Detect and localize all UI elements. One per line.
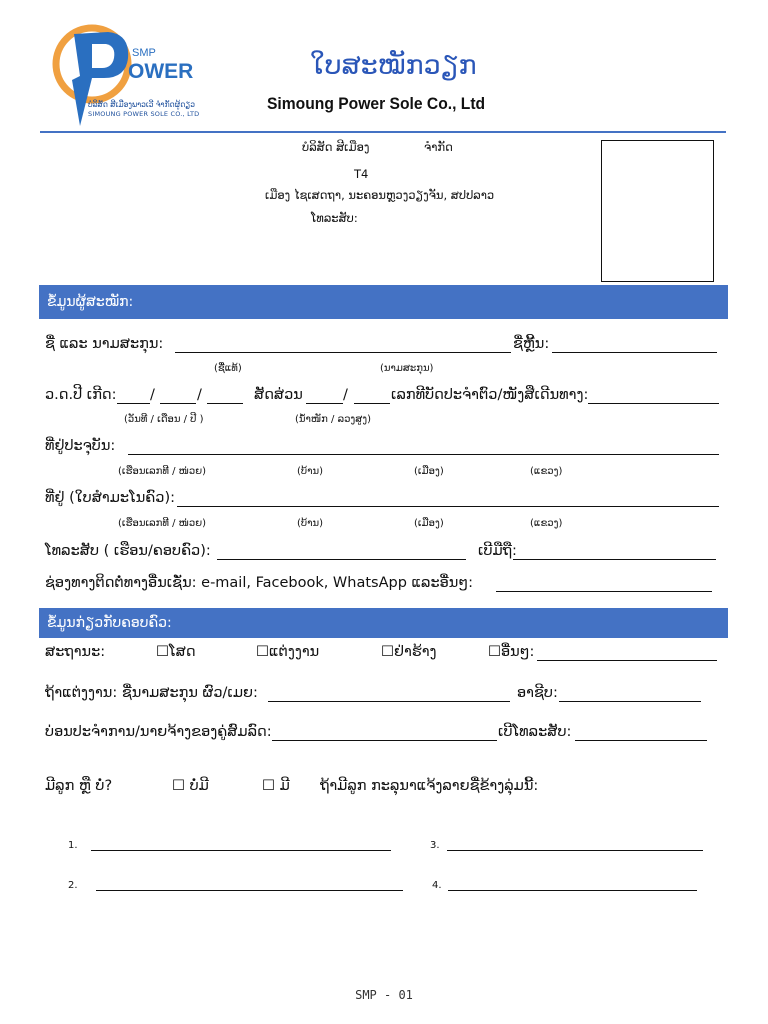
mobile-label: ເບີມືຖື:	[478, 543, 517, 559]
form-title-en: Simoung Power Sole Co., Ltd	[267, 94, 486, 113]
section-family-header: ຂໍ້ມູນກ່ຽວກັບຄອບຄົວ:	[39, 608, 728, 638]
status-other-checkbox[interactable]: ☐ອື່ນໆ:	[488, 644, 535, 660]
logo-power-text: OWER	[128, 60, 194, 83]
logo-smp-text: SMP	[132, 47, 156, 59]
status-label: ສະຖານະ:	[45, 644, 106, 660]
hint-village-1: (ບ້ານ)	[297, 466, 324, 477]
form-title-lao: ໃບສະໝັກວຽກ	[310, 50, 477, 81]
current-address-field[interactable]	[128, 454, 719, 455]
children-no-checkbox[interactable]: ☐ ບໍ່ມີ	[172, 778, 209, 794]
children-instruction: ຖ້າມີລູກ ກະລຸນາແຈ້ງລາຍຊື່ຂ້າງລຸ່ມນີ້:	[320, 778, 539, 794]
name-field[interactable]	[175, 352, 511, 353]
child-number-3: 3.	[430, 840, 440, 851]
hint-firstname: (ຊື່ແທ້)	[214, 363, 242, 374]
dob-year-field[interactable]	[207, 403, 243, 404]
spouse-label: ຖ້າແຕ່ງງານ: ຊື່ນາມສະກຸນ ຜົວ/ເມຍ:	[45, 685, 258, 701]
status-other-field[interactable]	[537, 660, 717, 661]
hint-village-2: (ບ້ານ)	[297, 518, 324, 529]
workplace-field[interactable]	[272, 740, 497, 741]
child-field-4[interactable]	[448, 890, 697, 891]
hint-province-2: (ແຂວງ)	[530, 518, 563, 529]
company-phone-label: ໂທລະສັບ:	[311, 211, 358, 225]
name-label: ຊື່ ແລະ ນາມສະກຸນ:	[45, 336, 164, 352]
nickname-label: ຊື່ຫຼີ້ນ:	[513, 336, 550, 352]
weight-field[interactable]	[306, 403, 343, 404]
child-field-3[interactable]	[447, 850, 703, 851]
current-address-label: ທີ່ຢູ່ປະຈຸບັນ:	[45, 438, 116, 454]
hint-body: (ນ້ຳໜັກ / ລວງສູງ)	[295, 414, 371, 425]
status-married-checkbox[interactable]: ☐ແຕ່ງງານ	[256, 644, 320, 660]
form-code-footer: SMP - 01	[355, 988, 413, 1002]
children-yes-checkbox[interactable]: ☐ ມີ	[262, 778, 290, 794]
child-number-2: 2.	[68, 880, 78, 891]
dob-day-field[interactable]	[117, 403, 150, 404]
children-question: ມີລູກ ຫຼື ບໍ່?	[45, 778, 113, 794]
photo-box[interactable]	[601, 140, 714, 282]
family-book-address-field[interactable]	[177, 506, 719, 507]
section-applicant-header: ຂໍ້ມູນຜູ້ສະໝັກ:	[39, 285, 728, 319]
spouse-phone-field[interactable]	[575, 740, 707, 741]
logo-en-name: SIMOUNG POWER SOLE CO., LTD	[88, 110, 200, 118]
family-book-address-label: ທີ່ຢູ່ (ໃບສຳມະໂນຄົວ):	[45, 490, 175, 506]
dob-sep-2: /	[197, 387, 202, 403]
hint-district-2: (ເມືອງ)	[414, 518, 444, 529]
status-single-checkbox[interactable]: ☐ໂສດ	[156, 644, 196, 660]
company-address: ເມືອງ ໄຊເສດຖາ, ນະຄອນຫຼວງວຽງຈັນ, ສປປລາວ	[265, 188, 495, 202]
child-field-1[interactable]	[91, 850, 391, 851]
body-sep: /	[343, 387, 348, 403]
company-unit: T4	[354, 167, 369, 181]
occupation-field[interactable]	[559, 701, 701, 702]
logo-lao-name: ບໍລິສັດ ສີເມືອງພາວເວີ ຈຳກັດຜູ້ດຽວ	[88, 100, 195, 109]
occupation-label: ອາຊີບ:	[517, 685, 558, 701]
nickname-field[interactable]	[552, 352, 717, 353]
child-number-1: 1.	[68, 840, 78, 851]
other-contact-label: ຊ່ອງທາງຕິດຕໍ່ທາງອື່ນເຊັ່ນ: e-mail, Facebook, WhatsApp ແລະອື່ນໆ:	[45, 575, 474, 591]
phone-label: ໂທລະສັບ ( ເຮືອນ/ຄອບຄົວ):	[45, 543, 211, 559]
id-field[interactable]	[588, 403, 719, 404]
dob-month-field[interactable]	[160, 403, 196, 404]
hint-lastname: (ນາມສະກຸນ)	[380, 363, 434, 374]
id-label: ເລກທີບັດປະຈຳຕົວ/ໜັງສືເດີນທາງ:	[391, 387, 589, 403]
other-contact-field[interactable]	[496, 591, 712, 592]
height-field[interactable]	[354, 403, 390, 404]
hint-dob: (ວັນທີ / ເດືອນ / ປີ )	[124, 414, 204, 425]
hint-house-1: (ເຮືອນເລກທີ / ໜ່ວຍ)	[118, 466, 207, 477]
spouse-phone-label: ເບີໂທລະສັບ:	[498, 724, 572, 740]
header-divider	[40, 131, 726, 133]
mobile-field[interactable]	[513, 559, 716, 560]
hint-district-1: (ເມືອງ)	[414, 466, 444, 477]
company-suffix: ຈຳກັດ	[424, 140, 453, 154]
hint-house-2: (ເຮືອນເລກທີ / ໜ່ວຍ)	[118, 518, 207, 529]
child-number-4: 4.	[432, 880, 442, 891]
phone-field[interactable]	[217, 559, 466, 560]
spouse-name-field[interactable]	[268, 701, 510, 702]
body-label: ສັດສ່ວນ	[254, 387, 303, 403]
status-divorced-checkbox[interactable]: ☐ຢ່າຮ້າງ	[381, 644, 437, 660]
company-name: ບໍລິສັດ ສີເມືອງ	[302, 140, 370, 154]
hint-province-1: (ແຂວງ)	[530, 466, 563, 477]
dob-sep-1: /	[150, 387, 155, 403]
dob-label: ວ.ດ.ປີ ເກີດ:	[45, 387, 117, 403]
child-field-2[interactable]	[96, 890, 403, 891]
workplace-label: ບ່ອນປະຈຳການ/ນາຍຈ້າງຂອງຄູ່ສົມລົດ:	[45, 724, 272, 740]
